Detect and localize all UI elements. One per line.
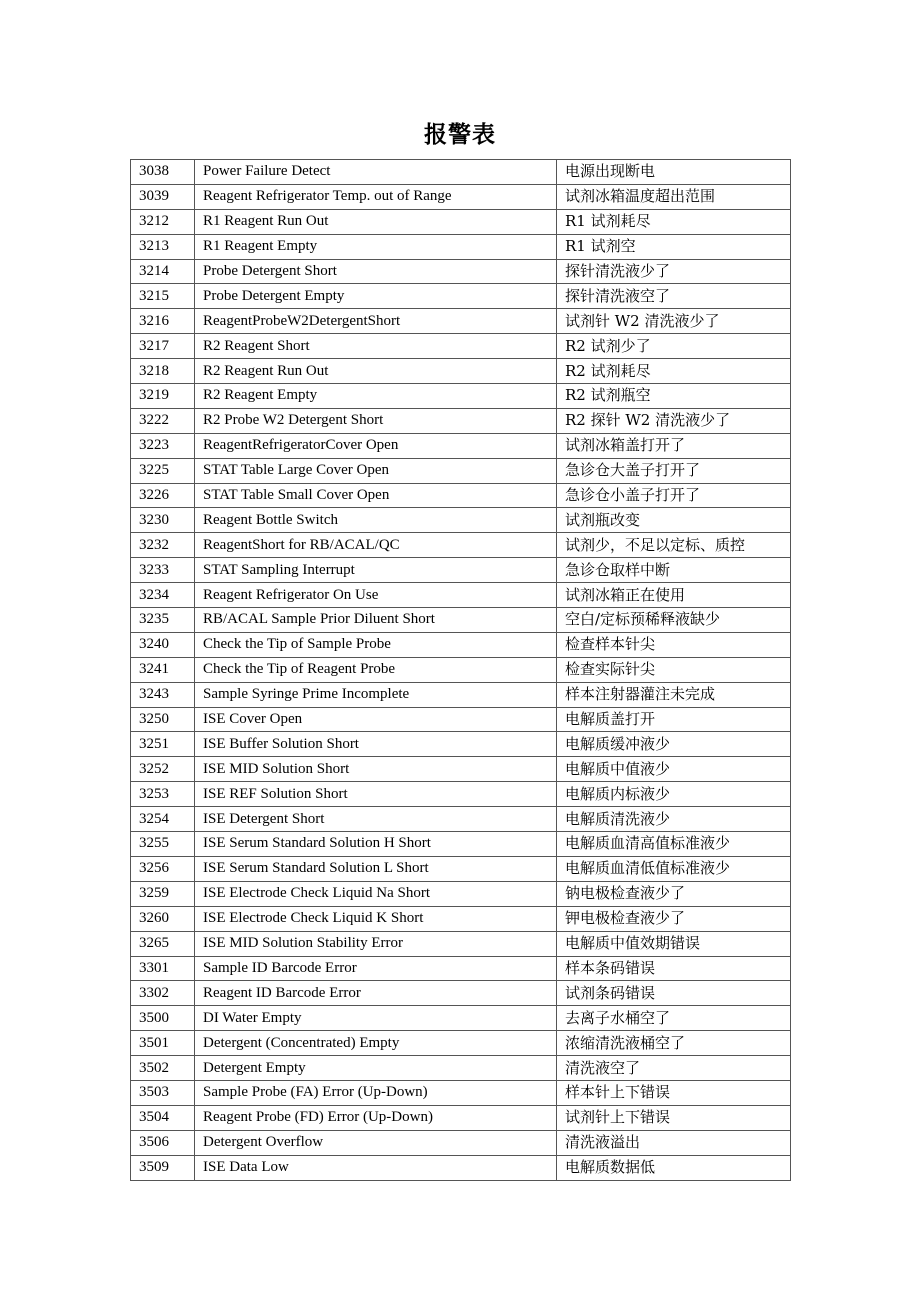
alarm-english-cell: STAT Table Small Cover Open [195, 483, 557, 508]
alarm-english-cell: STAT Table Large Cover Open [195, 458, 557, 483]
alarm-chinese-cell: 电解质内标液少 [557, 782, 791, 807]
alarm-code-cell: 3255 [131, 832, 195, 857]
alarm-chinese-cell: R2 试剂瓶空 [557, 384, 791, 409]
alarm-english-cell: ISE Serum Standard Solution H Short [195, 832, 557, 857]
alarm-code-cell: 3218 [131, 359, 195, 384]
alarm-chinese-cell: R1 试剂耗尽 [557, 209, 791, 234]
table-row [131, 160, 791, 185]
alarm-chinese-cell: 电解质数据低 [557, 1155, 791, 1180]
table-row [131, 583, 791, 608]
alarm-chinese-cell: 电解质缓冲液少 [557, 732, 791, 757]
alarm-code-cell: 3252 [131, 757, 195, 782]
table-row [131, 732, 791, 757]
alarm-code-cell: 3502 [131, 1056, 195, 1081]
alarm-english-cell: Reagent Refrigerator Temp. out of Range [195, 184, 557, 209]
alarm-chinese-cell: 电解质中值液少 [557, 757, 791, 782]
alarm-table [130, 159, 791, 1181]
alarm-english-cell: ISE MID Solution Stability Error [195, 931, 557, 956]
alarm-code-cell: 3260 [131, 906, 195, 931]
table-row [131, 483, 791, 508]
table-row [131, 334, 791, 359]
table-row [131, 807, 791, 832]
alarm-chinese-cell: 检查样本针尖 [557, 632, 791, 657]
alarm-code-cell: 3039 [131, 184, 195, 209]
alarm-chinese-cell: 电源出现断电 [557, 160, 791, 185]
table-row [131, 433, 791, 458]
alarm-chinese-cell: R2 试剂耗尽 [557, 359, 791, 384]
alarm-english-cell: RB/ACAL Sample Prior Diluent Short [195, 608, 557, 633]
alarm-code-cell: 3230 [131, 508, 195, 533]
alarm-code-cell: 3241 [131, 657, 195, 682]
alarm-code-cell: 3503 [131, 1080, 195, 1105]
alarm-english-cell: ISE MID Solution Short [195, 757, 557, 782]
alarm-english-cell: DI Water Empty [195, 1006, 557, 1031]
alarm-english-cell: R2 Reagent Empty [195, 384, 557, 409]
alarm-chinese-cell: 样本注射器灌注未完成 [557, 682, 791, 707]
alarm-english-cell: Power Failure Detect [195, 160, 557, 185]
alarm-english-cell: Sample Syringe Prime Incomplete [195, 682, 557, 707]
alarm-chinese-cell: 钠电极检查液少了 [557, 881, 791, 906]
table-row [131, 234, 791, 259]
table-row [131, 184, 791, 209]
alarm-code-cell: 3225 [131, 458, 195, 483]
table-row [131, 608, 791, 633]
alarm-english-cell: Sample ID Barcode Error [195, 956, 557, 981]
table-row [131, 956, 791, 981]
alarm-english-cell: Detergent Overflow [195, 1130, 557, 1155]
alarm-code-cell: 3302 [131, 981, 195, 1006]
alarm-chinese-cell: 检查实际针尖 [557, 657, 791, 682]
alarm-code-cell: 3501 [131, 1031, 195, 1056]
alarm-english-cell: Check the Tip of Reagent Probe [195, 657, 557, 682]
table-row [131, 757, 791, 782]
alarm-english-cell: Detergent Empty [195, 1056, 557, 1081]
alarm-english-cell: R2 Probe W2 Detergent Short [195, 408, 557, 433]
alarm-code-cell: 3253 [131, 782, 195, 807]
table-row [131, 1080, 791, 1105]
table-row [131, 1130, 791, 1155]
alarm-code-cell: 3254 [131, 807, 195, 832]
table-row [131, 1105, 791, 1130]
table-row [131, 209, 791, 234]
alarm-english-cell: ReagentShort for RB/ACAL/QC [195, 533, 557, 558]
alarm-code-cell: 3259 [131, 881, 195, 906]
alarm-chinese-cell: R2 探针 W2 清洗液少了 [557, 408, 791, 433]
table-row [131, 657, 791, 682]
alarm-english-cell: Reagent Probe (FD) Error (Up-Down) [195, 1105, 557, 1130]
alarm-chinese-cell: 试剂冰箱正在使用 [557, 583, 791, 608]
table-row [131, 458, 791, 483]
table-row [131, 981, 791, 1006]
alarm-chinese-cell: 急诊仓取样中断 [557, 558, 791, 583]
alarm-code-cell: 3038 [131, 160, 195, 185]
alarm-chinese-cell: 试剂冰箱温度超出范围 [557, 184, 791, 209]
table-row [131, 309, 791, 334]
table-row [131, 508, 791, 533]
alarm-chinese-cell: 试剂瓶改变 [557, 508, 791, 533]
alarm-chinese-cell: 试剂少，不足以定标、质控 [557, 533, 791, 558]
alarm-code-cell: 3219 [131, 384, 195, 409]
alarm-chinese-cell: 电解质清洗液少 [557, 807, 791, 832]
alarm-chinese-cell: R2 试剂少了 [557, 334, 791, 359]
alarm-english-cell: STAT Sampling Interrupt [195, 558, 557, 583]
alarm-code-cell: 3216 [131, 309, 195, 334]
alarm-code-cell: 3212 [131, 209, 195, 234]
alarm-english-cell: Reagent Refrigerator On Use [195, 583, 557, 608]
alarm-chinese-cell: 急诊仓大盖子打开了 [557, 458, 791, 483]
alarm-english-cell: ISE Detergent Short [195, 807, 557, 832]
page-title: 报警表 [424, 122, 496, 148]
alarm-english-cell: Reagent ID Barcode Error [195, 981, 557, 1006]
alarm-english-cell: ISE REF Solution Short [195, 782, 557, 807]
alarm-chinese-cell: 钾电极检查液少了 [557, 906, 791, 931]
alarm-code-cell: 3251 [131, 732, 195, 757]
alarm-code-cell: 3500 [131, 1006, 195, 1031]
alarm-chinese-cell: 电解质血清低值标准液少 [557, 856, 791, 881]
alarm-english-cell: ISE Serum Standard Solution L Short [195, 856, 557, 881]
alarm-chinese-cell: 清洗液空了 [557, 1056, 791, 1081]
alarm-english-cell: R2 Reagent Short [195, 334, 557, 359]
alarm-code-cell: 3235 [131, 608, 195, 633]
alarm-chinese-cell: 试剂针 W2 清洗液少了 [557, 309, 791, 334]
table-row [131, 881, 791, 906]
alarm-code-cell: 3233 [131, 558, 195, 583]
table-row [131, 259, 791, 284]
table-row [131, 682, 791, 707]
table-row [131, 1056, 791, 1081]
table-row [131, 906, 791, 931]
alarm-code-cell: 3301 [131, 956, 195, 981]
alarm-english-cell: ISE Cover Open [195, 707, 557, 732]
alarm-english-cell: Detergent (Concentrated) Empty [195, 1031, 557, 1056]
alarm-english-cell: ReagentProbeW2DetergentShort [195, 309, 557, 334]
alarm-code-cell: 3226 [131, 483, 195, 508]
alarm-chinese-cell: 试剂针上下错误 [557, 1105, 791, 1130]
alarm-code-cell: 3256 [131, 856, 195, 881]
alarm-english-cell: ISE Electrode Check Liquid K Short [195, 906, 557, 931]
alarm-chinese-cell: 空白/定标预稀释液缺少 [557, 608, 791, 633]
alarm-code-cell: 3506 [131, 1130, 195, 1155]
alarm-chinese-cell: 试剂条码错误 [557, 981, 791, 1006]
alarm-chinese-cell: 探针清洗液少了 [557, 259, 791, 284]
table-row [131, 832, 791, 857]
alarm-code-cell: 3509 [131, 1155, 195, 1180]
alarm-english-cell: ISE Electrode Check Liquid Na Short [195, 881, 557, 906]
table-row [131, 856, 791, 881]
alarm-code-cell: 3243 [131, 682, 195, 707]
alarm-code-cell: 3234 [131, 583, 195, 608]
alarm-english-cell: Probe Detergent Empty [195, 284, 557, 309]
alarm-code-cell: 3213 [131, 234, 195, 259]
alarm-english-cell: Sample Probe (FA) Error (Up-Down) [195, 1080, 557, 1105]
alarm-code-cell: 3222 [131, 408, 195, 433]
table-row [131, 931, 791, 956]
alarm-english-cell: R1 Reagent Run Out [195, 209, 557, 234]
alarm-code-cell: 3215 [131, 284, 195, 309]
alarm-chinese-cell: 探针清洗液空了 [557, 284, 791, 309]
table-row [131, 782, 791, 807]
table-row [131, 359, 791, 384]
table-row [131, 384, 791, 409]
alarm-code-cell: 3265 [131, 931, 195, 956]
alarm-chinese-cell: 急诊仓小盖子打开了 [557, 483, 791, 508]
alarm-code-cell: 3223 [131, 433, 195, 458]
alarm-chinese-cell: 清洗液溢出 [557, 1130, 791, 1155]
alarm-chinese-cell: 电解质盖打开 [557, 707, 791, 732]
alarm-code-cell: 3217 [131, 334, 195, 359]
alarm-table-body [131, 160, 791, 1181]
alarm-chinese-cell: 浓缩清洗液桶空了 [557, 1031, 791, 1056]
alarm-english-cell: ISE Buffer Solution Short [195, 732, 557, 757]
table-row [131, 1155, 791, 1180]
alarm-code-cell: 3250 [131, 707, 195, 732]
table-row [131, 408, 791, 433]
alarm-code-cell: 3504 [131, 1105, 195, 1130]
table-row [131, 558, 791, 583]
alarm-chinese-cell: 样本针上下错误 [557, 1080, 791, 1105]
alarm-english-cell: R2 Reagent Run Out [195, 359, 557, 384]
alarm-chinese-cell: 去离子水桶空了 [557, 1006, 791, 1031]
alarm-chinese-cell: 电解质血清高值标准液少 [557, 832, 791, 857]
alarm-chinese-cell: 试剂冰箱盖打开了 [557, 433, 791, 458]
alarm-english-cell: Check the Tip of Sample Probe [195, 632, 557, 657]
alarm-english-cell: ReagentRefrigeratorCover Open [195, 433, 557, 458]
alarm-code-cell: 3214 [131, 259, 195, 284]
alarm-english-cell: R1 Reagent Empty [195, 234, 557, 259]
table-row [131, 707, 791, 732]
alarm-chinese-cell: R1 试剂空 [557, 234, 791, 259]
table-row [131, 284, 791, 309]
alarm-english-cell: Probe Detergent Short [195, 259, 557, 284]
alarm-chinese-cell: 电解质中值效期错误 [557, 931, 791, 956]
table-row [131, 533, 791, 558]
alarm-chinese-cell: 样本条码错误 [557, 956, 791, 981]
table-row [131, 632, 791, 657]
alarm-english-cell: Reagent Bottle Switch [195, 508, 557, 533]
alarm-code-cell: 3240 [131, 632, 195, 657]
alarm-code-cell: 3232 [131, 533, 195, 558]
alarm-english-cell: ISE Data Low [195, 1155, 557, 1180]
table-row [131, 1006, 791, 1031]
table-row [131, 1031, 791, 1056]
